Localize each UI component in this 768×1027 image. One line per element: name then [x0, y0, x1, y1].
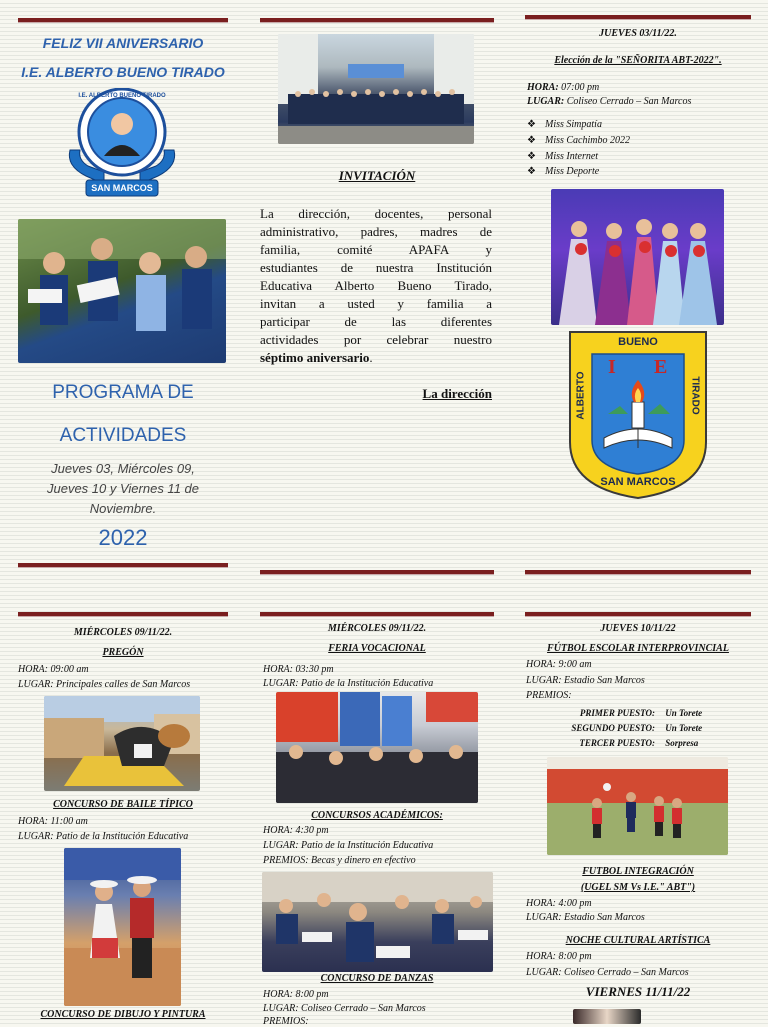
event-date: MIÉRCOLES 09/11/22. — [73, 627, 173, 638]
prize-place: TERCER PUESTO: — [579, 738, 655, 748]
program-title-line1: PROGRAMA DE — [52, 382, 194, 403]
academicos-premios: PREMIOS: Becas y dinero en efectivo — [263, 855, 416, 866]
futbol-hora: HORA: 9:00 am — [526, 659, 592, 670]
parade-photo — [44, 696, 200, 791]
school-group-photo — [278, 34, 474, 144]
event-title-danzas: CONCURSO DE DANZAS — [320, 973, 434, 984]
prize-list — [545, 706, 745, 751]
futbol-lugar: LUGAR: Estadio San Marcos — [526, 675, 645, 686]
baile-lugar: LUGAR: Patio de la Institución Educativa — [18, 831, 189, 842]
integracion-hora: HORA: 4:00 pm — [526, 898, 592, 909]
school-badge — [568, 330, 708, 500]
friday-photo — [573, 1009, 641, 1024]
exam-photo — [262, 872, 493, 972]
invitation-line: familia, comité APAFA y — [260, 242, 492, 257]
event-date: JUEVES 03/11/22. — [599, 28, 677, 39]
divider-rule — [18, 563, 228, 568]
invitation-line: estudiantes de nuestra Institución — [260, 260, 492, 275]
noche-lugar: LUGAR: Coliseo Cerrado – San Marcos — [526, 967, 689, 978]
prize-row — [545, 706, 745, 721]
event-title-feria: FERIA VOCACIONAL — [328, 643, 426, 654]
baile-hora: HORA: 11:00 am — [18, 816, 88, 827]
prize-value: Sorpresa — [665, 738, 699, 748]
prize-row — [545, 721, 745, 736]
invitation-line: actividades por celebrar nuestro — [260, 332, 492, 347]
prize-row — [545, 736, 745, 751]
badge-left-text: ALBERTO — [575, 371, 587, 420]
noche-hora: HORA: 8:00 pm — [526, 951, 592, 962]
prize-value: Un Torete — [665, 708, 703, 718]
final-punctuation: . — [369, 350, 373, 365]
divider-rule — [18, 612, 228, 617]
miss-categories — [527, 117, 630, 180]
prize-place: PRIMER PUESTO: — [579, 708, 655, 718]
event-date: MIÉRCOLES 09/11/22. — [327, 623, 427, 634]
danzas-lugar: LUGAR: Coliseo Cerrado – San Marcos — [263, 1003, 426, 1014]
event-title-pregon: PREGÓN — [102, 647, 144, 658]
miss-category: ❖ Miss Deporte — [527, 164, 630, 180]
signature: La dirección — [422, 386, 492, 401]
school-logo — [64, 88, 180, 206]
divider-rule — [260, 18, 494, 23]
soccer-photo — [547, 757, 728, 855]
invitation-line-last — [260, 349, 492, 367]
lugar-label: LUGAR: — [527, 96, 565, 107]
event-title-baile: CONCURSO DE BAILE TÍPICO — [53, 799, 193, 810]
event-title-academicos: CONCURSOS ACADÉMICOS: — [311, 810, 443, 821]
badge-top-text: BUENO — [618, 336, 658, 348]
event-date: JUEVES 10/11/22 — [600, 623, 676, 634]
prize-place: SEGUNDO PUESTO: — [571, 723, 655, 733]
lugar-value: Coliseo Cerrado – San Marcos — [566, 96, 692, 107]
event-title-noche: NOCHE CULTURAL ARTÍSTICA — [565, 935, 711, 946]
invitation-line: Educativa Alberto Bueno Tirado, — [260, 278, 492, 293]
hora-value: 07:00 pm — [561, 82, 600, 93]
danzas-hora: HORA: 8:00 pm — [263, 989, 329, 1000]
prize-value: Un Torete — [665, 723, 703, 733]
divider-rule — [525, 612, 751, 617]
divider-rule — [18, 18, 228, 23]
school-title: I.E. ALBERTO BUENO TIRADO — [21, 64, 225, 80]
badge-right-text: TIRADO — [689, 376, 701, 415]
event-title-integracion-sub: (UGEL SM Vs I.E." ABT") — [580, 882, 696, 893]
anniversary-title: FELIZ VII ANIVERSARIO — [42, 35, 204, 51]
invitation-body — [260, 205, 492, 367]
program-title-line2: ACTIVIDADES — [59, 425, 187, 446]
futbol-premios: PREMIOS: — [526, 690, 572, 701]
next-event-date: VIERNES 11/11/22 — [585, 984, 691, 999]
dates-line: Noviembre. — [89, 501, 157, 516]
pageant-photo — [551, 189, 724, 325]
pageant-title: Elección de la "SEÑORITA ABT-2022". — [554, 55, 722, 66]
hora-label: HORA: — [527, 82, 559, 93]
divider-rule — [260, 612, 494, 617]
dates-line: Jueves 10 y Viernes 11 de — [46, 481, 199, 496]
academicos-hora: HORA: 4:30 pm — [263, 825, 329, 836]
logo-ring-text: I.E. ALBERTO BUENO TIRADO — [78, 93, 166, 99]
pregon-hora: HORA: 09:00 am — [18, 664, 89, 675]
fair-photo — [276, 692, 478, 803]
invitation-line: participar de las diferentes — [260, 314, 492, 329]
miss-category: ❖ Miss Cachimbo 2022 — [527, 133, 630, 149]
invitation-line: La dirección, docentes, personal — [260, 206, 492, 221]
event-title-integracion: FUTBOL INTEGRACIÓN — [582, 866, 694, 877]
dance-photo — [64, 848, 181, 1006]
event-title-futbol: FÚTBOL ESCOLAR INTERPROVINCIAL — [547, 643, 729, 654]
dates-line: Jueves 03, Miércoles 09, — [51, 461, 195, 476]
badge-letter-e: E — [654, 356, 668, 378]
anniversary-phrase: séptimo aniversario — [260, 350, 370, 365]
integracion-lugar: LUGAR: Estadio San Marcos — [526, 912, 645, 923]
pageant-hora — [527, 82, 599, 93]
program-year: 2022 — [98, 525, 148, 550]
divider-rule — [525, 15, 751, 20]
badge-letter-i: I — [608, 356, 616, 378]
pageant-lugar — [527, 96, 691, 107]
invitation-line: administrativo, padres, madres de — [260, 224, 492, 239]
pregon-lugar: LUGAR: Principales calles de San Marcos — [18, 679, 191, 690]
badge-bottom-text: SAN MARCOS — [600, 476, 676, 488]
academicos-lugar: LUGAR: Patio de la Institución Educativa — [263, 840, 434, 851]
invitation-heading: INVITACIÓN — [338, 168, 416, 183]
danzas-premios: PREMIOS: — [263, 1016, 309, 1027]
miss-category: ❖ Miss Simpatía — [527, 117, 630, 133]
feria-lugar: LUGAR: Patio de la Institución Educativa — [263, 678, 434, 689]
feria-hora: HORA: 03:30 pm — [263, 664, 334, 675]
students-reading-photo — [18, 219, 226, 363]
event-title-dibujo: CONCURSO DE DIBUJO Y PINTURA — [40, 1009, 206, 1020]
logo-ribbon-text: SAN MARCOS — [91, 183, 153, 193]
divider-rule — [525, 570, 751, 575]
invitation-line: invitan a usted y familia a — [260, 296, 492, 311]
miss-category: ❖ Miss Internet — [527, 149, 630, 165]
divider-rule — [260, 570, 494, 575]
